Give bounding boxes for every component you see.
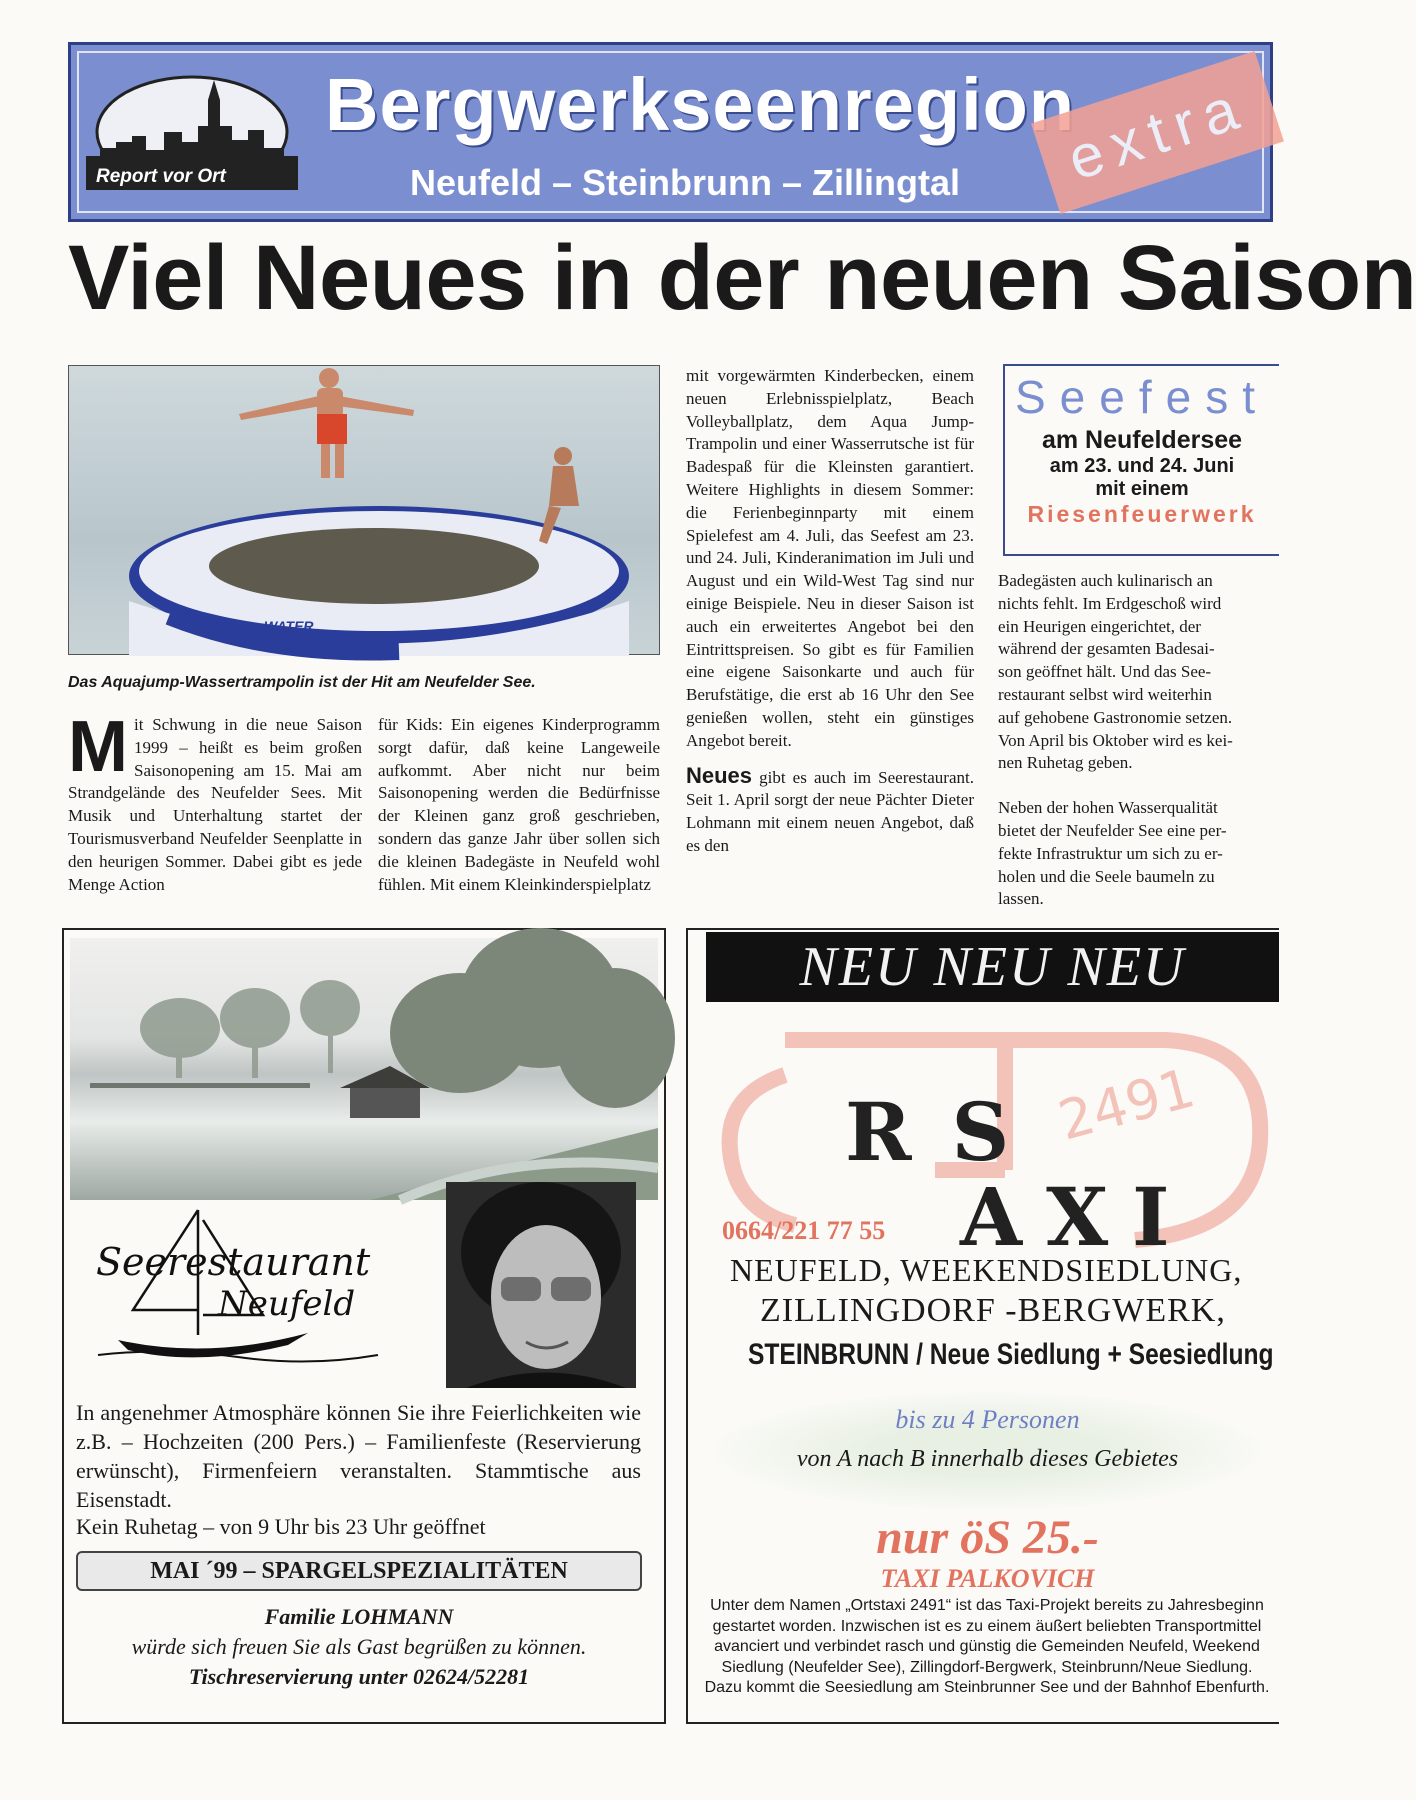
family-name: Familie LOHMANN bbox=[264, 1604, 454, 1629]
col4-line: restaurant selbst wird weiterhin bbox=[998, 684, 1212, 704]
restaurant-hours: Kein Ruhetag – von 9 Uhr bis 23 Uhr geöffnet bbox=[76, 1514, 486, 1539]
taxi-area-2: ZILLINGDORF -BERGWERK, bbox=[760, 1292, 1226, 1329]
seefest-fireworks: Riesenfeuerwerk bbox=[1027, 501, 1257, 527]
col4-line: fekte Infrastruktur um sich zu er- bbox=[998, 843, 1223, 863]
taxi-persons: bis zu 4 Personen bbox=[895, 1405, 1080, 1434]
owner-portrait bbox=[446, 1182, 636, 1388]
col4-line: nichts fehlt. Im Erdgeschoß wird bbox=[998, 593, 1222, 613]
col4-line: lassen. bbox=[998, 889, 1044, 909]
taxi-area-3: STEINBRUNN / Neue Siedlung + Seesiedlung bbox=[748, 1338, 1274, 1371]
col4-line: auf gehobene Gastronomie setzen. bbox=[998, 707, 1233, 727]
article-column-4 bbox=[998, 570, 1279, 911]
trampoline-photo bbox=[68, 365, 660, 655]
article-text-3: mit vorgewärmten Kinderbecken, einem neuen Erlebnisspielplatz, Beach Volleyballplatz, dem Aqua Jump-Trampolin und einer Wasserrutsche ist für Badespaß für die Kleinsten garantiert. Weitere Highlights in diesem Sommer: die Ferienbeginnparty mit einem Spielefest am 4. Juli, das Seefest am 23. und 24. Juli, Kinderanimation im Juli und August und ein Wild-West Tag sind nur einige Beispiele. Neu in dieser Saison ist auch ein erweitertes Angebot bei den Eintrittspreisen. So gibt es für Familien eine eigene Saisonkarte und auch für Berufstätige, die erst ab 16 Uhr den See genießen wollen, steht ein günstiges Angebot bereit. bbox=[686, 366, 974, 750]
lead-word-neues: Neues bbox=[686, 762, 753, 788]
report-vor-ort-logo bbox=[86, 70, 298, 190]
seefest-date: am 23. und 24. Juni bbox=[1049, 455, 1235, 477]
logo-text: Report vor Ort bbox=[96, 166, 226, 187]
col4-line: Badegästen auch kulinarisch an bbox=[998, 571, 1213, 590]
banner-subtitle: Neufeld – Steinbrunn – Zillingtal bbox=[410, 162, 961, 203]
neu-banner: NEU NEU NEU bbox=[706, 932, 1279, 1002]
dropcap: M bbox=[68, 707, 128, 787]
taxi-area-1: NEUFELD, WEEKENDSIEDLUNG, bbox=[730, 1252, 1243, 1288]
col4-line: während der gesamten Badesai- bbox=[998, 639, 1215, 659]
spargel-highlight: MAI ´99 – SPARGELSPEZIALITÄTEN bbox=[76, 1551, 642, 1591]
article-column-1 bbox=[68, 707, 362, 896]
col4-line: ein Heurigen eingerichtet, der bbox=[998, 616, 1201, 636]
seefest-location: am Neufeldersee bbox=[1041, 426, 1243, 454]
taxi-route: von A nach B innerhalb dieses Gebietes bbox=[796, 1446, 1179, 1472]
restaurant-ad-text: In angenehmer Atmosphäre können Sie ihre Feierlichkeiten wie z.B. – Hochzeiten (200 Pers.) – Familienfeste (Reservierung erwünscht), Firmenfeiern veranstalten. Stammtische aus Eisenstadt. bbox=[76, 1400, 641, 1512]
sketch-text-neufeld: Neufeld bbox=[218, 1284, 356, 1324]
col4-line: Neben der hohen Wasserqualität bbox=[998, 798, 1218, 818]
photo-caption: Das Aquajump-Wassertrampolin ist der Hit am Neufelder See. bbox=[68, 674, 536, 691]
taxi-company: TAXI PALKOVICH bbox=[880, 1564, 1095, 1593]
seefest-title: Seefest bbox=[1015, 371, 1269, 423]
extra-stamp: extra bbox=[1031, 51, 1284, 214]
sailboat-sketch bbox=[88, 1205, 388, 1370]
logo-rs: RS bbox=[845, 1085, 1050, 1179]
col4-line: son geöffnet hält. Und das See- bbox=[998, 662, 1212, 682]
logo-number: 2491 bbox=[1052, 1056, 1202, 1153]
col4-line: bietet der Neufelder See eine per- bbox=[998, 820, 1227, 840]
banner-title: Bergwerkseenregion bbox=[325, 63, 1076, 146]
col4-line: Von April bis Oktober wird es kei- bbox=[998, 730, 1233, 750]
sketch-text-seerestaurant: Seerestaurant bbox=[96, 1240, 371, 1284]
seefest-with: mit einem bbox=[1095, 478, 1189, 500]
taxi-price: nur öS 25.- bbox=[876, 1511, 1099, 1564]
article-text-1: it Schwung in die neue Saison 1999 – heißt es beim großen Saisonopening am 15. Mai am Strandgelände des Neufelder Sees. Mit Musik und Unterhaltung startet der Tourismusverband Neufelder Seenplatte in den heurigen Sommer. Dabei gibt es jede Menge Action bbox=[68, 715, 362, 894]
trampoline-label: WATER bbox=[264, 618, 314, 634]
col4-line: holen und die Seele baumeln zu bbox=[998, 866, 1215, 886]
col4-line: nen Ruhetag geben. bbox=[998, 753, 1133, 773]
reservation-phone: Tischreservierung unter 02624/52281 bbox=[188, 1664, 530, 1689]
welcome-text: würde sich freuen Sie als Gast begrüßen zu können. bbox=[131, 1634, 587, 1659]
logo-axi: AXI bbox=[960, 1170, 1194, 1264]
lake-photo bbox=[70, 938, 658, 1200]
article-text-3b: gibt es auch im Seerestaurant. Seit 1. April sorgt der neue Pächter Dieter Lohmann mit einem neuen Angebot, daß es den bbox=[686, 767, 974, 855]
seefest-box bbox=[1003, 364, 1279, 556]
headline: Viel Neues in der neuen Saison bbox=[68, 227, 1416, 329]
article-column-2: für Kids: Ein eigenes Kinderprogramm sorgt dafür, daß keine Langeweile aufkommt. Aber nicht nur beim Saisonopening werden die Bedürfnisse der Kleinen ganz groß geschrieben, sondern das ganze Jahr über sollen sich die kleinen Badegäste in Neufeld wohl fühlen. Mit einem Kleinkinderspielplatz bbox=[378, 715, 660, 894]
article-column-3 bbox=[686, 365, 974, 858]
taxi-phone: 0664/221 77 55 bbox=[722, 1216, 886, 1245]
taxi-description: Unter dem Namen „Ortstaxi 2491“ ist das Taxi-Projekt bereits zu Jahresbeginn gestartet worden. Inzwischen ist es zu einem äußert beliebten Transportmittel avanciert und verbindet rasch und günstig die Gemeinden Neufeld, Weekend Siedlung (Neufelder See), Zillingdorf-Bergwerk, Steinbrunn/Neue Siedlung. Dazu kommt die Seesiedlung am Steinbrunner See und der Bahnhof Ebenfurth. bbox=[704, 1597, 1270, 1696]
